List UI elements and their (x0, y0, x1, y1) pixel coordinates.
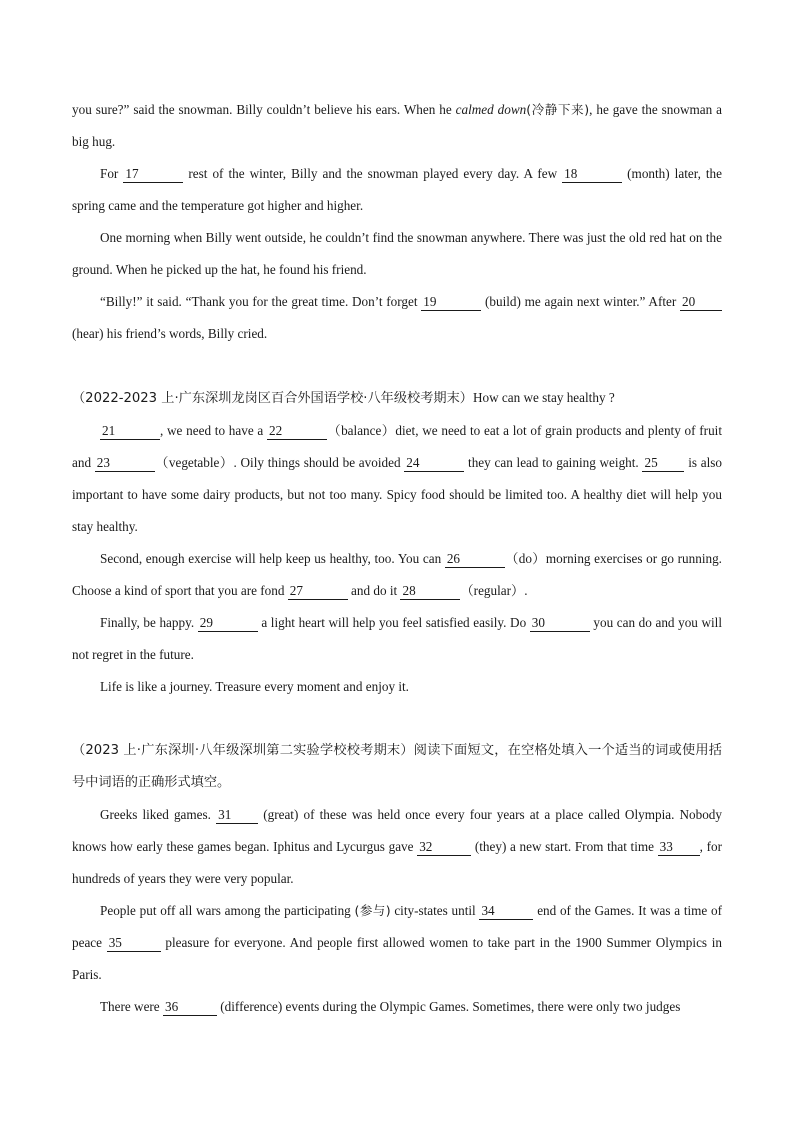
blank-33[interactable]: 33 (658, 839, 700, 856)
health-paragraph-4: Life is like a journey. Treasure every moment and enjoy it. (100, 679, 409, 694)
chinese-gloss: (参与) (354, 903, 391, 918)
olympics-paragraph-1: Greeks liked games. 31 (great) of these was held once every four years at a place called Olympia. Nobody knows how early these games began. Iphitus and Lycurgus gave 32 (they) a new start. From that time 33 , for hundreds of years they were very popular. (72, 807, 722, 886)
blank-35[interactable]: 35 (107, 935, 161, 952)
section-gap (72, 703, 722, 735)
story-paragraph-3: One morning when Billy went outside, he couldn’t find the snowman anywhere. There was just the old red hat on the ground. When he picked up the hat, he found his friend. (72, 230, 722, 277)
health-paragraph-2: Second, enough exercise will help keep us healthy, too. You can 26 （do）morning exercises or go running. Choose a kind of sport that you are fond 27 and do it 28 （regular）. (72, 551, 722, 598)
olympics-paragraph-2: People put off all wars among the participating (参与) city-states until 34 end of the Games. It was a time of peace 35 pleasure for everyone. And people first allowed women to take part in the 1900 Summer Olympics in Paris. (72, 903, 722, 982)
olympics-paragraph-3: There were 36 (difference) events during the Olympic Games. Sometimes, there were only two judges (100, 999, 681, 1014)
health-paragraph-3: Finally, be happy. 29 a light heart will help you feel satisfied easily. Do 30 you can do and you will not regret in the future. (72, 615, 723, 662)
blank-36[interactable]: 36 (163, 999, 217, 1016)
blank-32[interactable]: 32 (417, 839, 471, 856)
blank-29[interactable]: 29 (198, 615, 258, 632)
story-paragraph-4: “Billy!” it said. “Thank you for the great time. Don’t forget 19 (build) me again next winter.” After 20 (hear) his friend’s words, Billy cried. (72, 286, 722, 350)
section-2-source: （2022-2023 上·广东深圳龙岗区百合外国语学校·八年级校考期末） (72, 391, 473, 406)
blank-22[interactable]: 22 (267, 423, 327, 440)
story-paragraph-1: you sure?” said the snowman. Billy couldn’t believe his ears. When he calmed down(冷静下来), he gave the snowman a big hug. (72, 102, 722, 149)
blank-18[interactable]: 18 (562, 166, 622, 183)
chinese-gloss: (冷静下来) (526, 102, 590, 117)
story-paragraph-2: For 17 rest of the winter, Billy and the snowman played every day. A few 18 (month) later, the spring came and the temperature got higher and higher. (72, 166, 723, 213)
blank-25[interactable]: 25 (642, 455, 684, 472)
blank-27[interactable]: 27 (288, 583, 348, 600)
blank-26[interactable]: 26 (445, 551, 505, 568)
section-gap (72, 350, 722, 382)
blank-28[interactable]: 28 (400, 583, 460, 600)
section-2-heading (72, 382, 722, 415)
blank-24[interactable]: 24 (404, 455, 464, 472)
document-page (72, 94, 722, 1023)
blank-23[interactable]: 23 (95, 455, 155, 472)
blank-34[interactable]: 34 (479, 903, 533, 920)
blank-31[interactable]: 31 (216, 807, 258, 824)
blank-20[interactable]: 20 (680, 294, 722, 311)
blank-21[interactable]: 21 (100, 423, 160, 440)
section-3-heading: （2023 上·广东深圳·八年级深圳第二实验学校校考期末）阅读下面短文，在空格处填入一个适当的词或使用括号中词语的正确形式填空。 (72, 743, 722, 790)
section-2-title: How can we stay healthy ? (472, 390, 615, 405)
health-paragraph-1: 21 , we need to have a 22 （balance）diet, we need to eat a lot of grain products and plenty of fruit and 23 （vegetable）. Oily things should be avoided 24 they can lead to gaining weight. 25 is also important to have some dairy products, but not too many. Spicy food should be limited too. A healthy diet will help you stay healthy. (72, 423, 723, 534)
blank-19[interactable]: 19 (421, 294, 481, 311)
italic-phrase: calmed down (455, 102, 527, 117)
blank-17[interactable]: 17 (123, 166, 183, 183)
blank-30[interactable]: 30 (530, 615, 590, 632)
